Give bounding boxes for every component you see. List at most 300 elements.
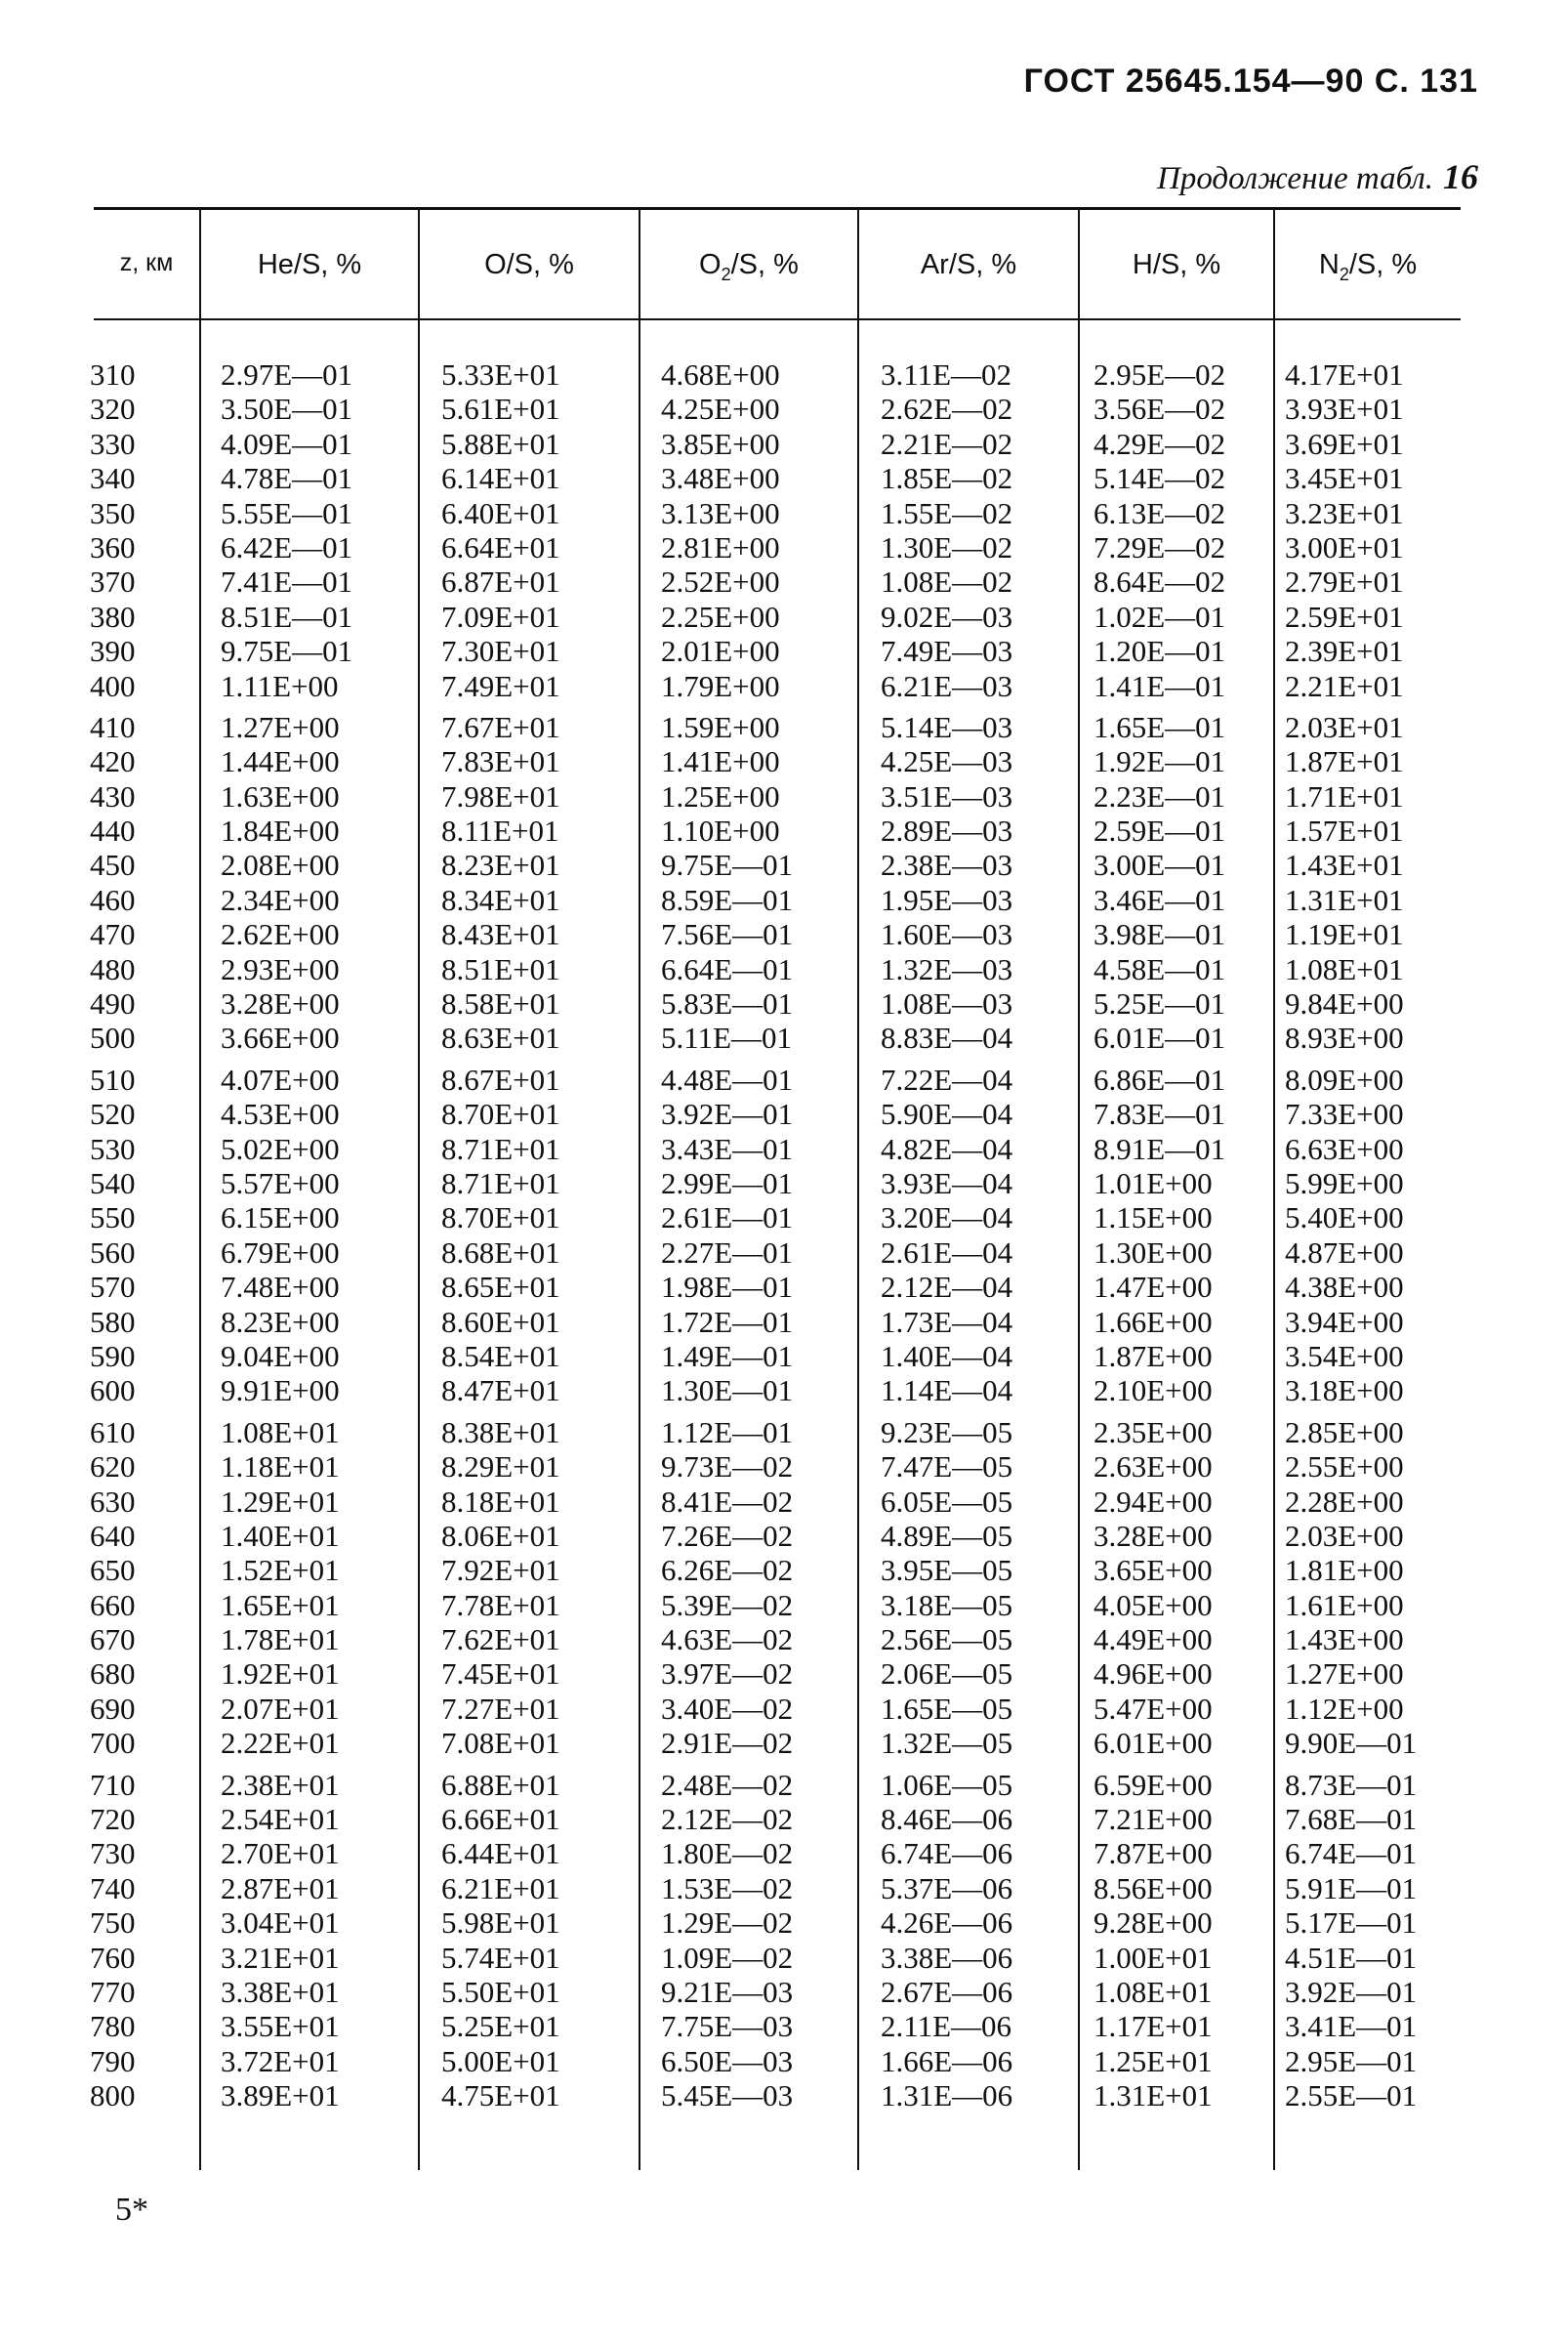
o2-cell: 1.72E—01 [661,1304,794,1339]
n2-cell: 5.91E—01 [1285,1870,1418,1905]
o2-cell: 1.80E—02 [661,1836,794,1871]
ar-cell: 9.02E—03 [881,599,1013,634]
he-cell: 3.38E+01 [221,1974,340,2009]
n2-cell: 2.85E+00 [1285,1414,1404,1449]
ar-cell: 4.89E—05 [881,1518,1013,1553]
n2-cell: 7.33E+00 [1285,1097,1404,1132]
h-cell: 6.01E—01 [1093,1021,1226,1056]
h-cell: 8.56E+00 [1093,1870,1213,1905]
o-cell: 7.08E+01 [441,1726,560,1761]
o2-cell: 7.75E—03 [661,2009,794,2044]
n2-cell: 8.73E—01 [1285,1767,1418,1802]
he-cell: 1.78E+01 [221,1622,340,1657]
n2-cell: 1.57E+01 [1285,814,1404,849]
n2-cell: 2.28E+00 [1285,1484,1404,1519]
ar-cell: 6.05E—05 [881,1484,1013,1519]
ar-cell: 1.08E—03 [881,986,1013,1022]
altitude-cell: 410 [90,709,136,744]
table-row [0,1415,1568,1449]
n2-cell: 3.93E+01 [1285,392,1404,427]
o-cell: 4.75E+01 [441,2078,560,2113]
he-cell: 2.38E+01 [221,1767,340,1802]
table-row [0,1588,1568,1622]
o-cell: 8.38E+01 [441,1414,560,1449]
he-cell: 7.41E—01 [221,565,353,600]
n2-cell: 4.87E+00 [1285,1234,1404,1270]
table-row [0,1941,1568,1975]
ar-cell: 1.40E—04 [881,1338,1013,1373]
ar-cell: 1.66E—06 [881,2043,1013,2078]
table-row [0,917,1568,951]
ar-cell: 5.90E—04 [881,1097,1013,1132]
h-cell: 7.21E+00 [1093,1802,1213,1837]
n2-cell: 5.40E+00 [1285,1200,1404,1235]
he-cell: 1.29E+01 [221,1484,340,1519]
altitude-cell: 780 [90,2009,136,2044]
table-row [0,1097,1568,1131]
o2-cell: 1.98E—01 [661,1270,794,1305]
table-row [0,1235,1568,1270]
h-cell: 2.63E+00 [1093,1449,1213,1485]
table-row [0,1200,1568,1234]
ar-cell: 2.61E—04 [881,1234,1013,1270]
o2-cell: 2.25E+00 [661,599,780,634]
h-cell: 9.28E+00 [1093,1905,1213,1941]
he-cell: 1.27E+00 [221,709,340,744]
he-cell: 2.87E+01 [221,1870,340,1905]
he-cell: 3.50E—01 [221,392,353,427]
o2-cell: 1.09E—02 [661,1940,794,1975]
he-cell: 1.63E+00 [221,778,340,814]
page-footer-mark: 5* [115,2192,148,2228]
o2-cell: 1.49E—01 [661,1338,794,1373]
altitude-cell: 770 [90,1974,136,2009]
h-cell: 1.66E+00 [1093,1304,1213,1339]
he-cell: 6.15E+00 [221,1200,340,1235]
altitude-cell: 480 [90,951,136,986]
ar-cell: 2.38E—03 [881,848,1013,883]
o2-cell: 4.68E+00 [661,357,780,392]
o2-cell: 1.30E—01 [661,1373,794,1408]
he-cell: 7.48E+00 [221,1270,340,1305]
column-header-n2 [1275,249,1461,285]
o-cell: 7.27E+01 [441,1691,560,1726]
h-cell: 4.49E+00 [1093,1622,1213,1657]
altitude-cell: 350 [90,495,136,530]
h-cell: 3.98E—01 [1093,917,1226,952]
h-cell: 6.86E—01 [1093,1062,1226,1097]
ar-cell: 1.32E—03 [881,951,1013,986]
ar-cell: 8.46E—06 [881,1802,1013,1837]
n2-cell: 2.21E+01 [1285,668,1404,703]
n2-cell: 1.87E+01 [1285,744,1404,779]
table-row [0,1656,1568,1691]
o-cell: 8.60E+01 [441,1304,560,1339]
he-cell: 6.79E+00 [221,1234,340,1270]
o2-cell: 1.29E—02 [661,1905,794,1941]
altitude-cell: 430 [90,778,136,814]
altitude-cell: 760 [90,1940,136,1975]
o-cell: 7.45E+01 [441,1656,560,1692]
n2-cell: 1.12E+00 [1285,1691,1404,1726]
o2-cell: 1.41E+00 [661,744,780,779]
table-row [0,1449,1568,1484]
h-cell: 2.95E—02 [1093,357,1226,392]
ar-cell: 3.11E—02 [881,357,1012,392]
ar-cell: 3.95E—05 [881,1553,1013,1588]
ar-cell: 1.06E—05 [881,1767,1013,1802]
o-cell: 8.11E+01 [441,814,559,849]
table-row [0,1270,1568,1304]
he-cell: 2.93E+00 [221,951,340,986]
ar-cell: 6.21E—03 [881,668,1013,703]
n2-cell: 3.00E+01 [1285,529,1404,565]
n2-cell: 2.55E—01 [1285,2078,1418,2113]
h-cell: 1.87E+00 [1093,1338,1213,1373]
ar-cell: 7.49E—03 [881,634,1013,669]
o2-cell: 2.27E—01 [661,1234,794,1270]
o2-cell: 8.59E—01 [661,882,794,917]
he-cell: 3.55E+01 [221,2009,340,2044]
ar-cell: 2.89E—03 [881,814,1013,849]
h-cell: 7.29E—02 [1093,529,1226,565]
altitude-cell: 400 [90,668,136,703]
ar-cell: 7.22E—04 [881,1062,1013,1097]
altitude-cell: 310 [90,357,136,392]
n2-cell: 4.51E—01 [1285,1940,1418,1975]
n2-label: N [1318,249,1340,280]
o2-cell: 1.12E—01 [661,1414,794,1449]
ar-cell: 3.93E—04 [881,1165,1013,1200]
table-row [0,1692,1568,1726]
n2-cell: 3.41E—01 [1285,2009,1418,2044]
o-cell: 6.87E+01 [441,565,560,600]
o-cell: 5.88E+01 [441,426,560,461]
h-cell: 3.56E—02 [1093,392,1226,427]
he-cell: 4.78E—01 [221,461,353,496]
altitude-cell: 580 [90,1304,136,1339]
o2-cell: 1.53E—02 [661,1870,794,1905]
he-cell: 1.11E+00 [221,668,339,703]
o2-cell: 1.10E+00 [661,814,780,849]
o-cell: 5.50E+01 [441,1974,560,2009]
table-row [0,1802,1568,1836]
altitude-cell: 450 [90,848,136,883]
ar-cell: 1.85E—02 [881,461,1013,496]
o-cell: 7.92E+01 [441,1553,560,1588]
he-cell: 9.75E—01 [221,634,353,669]
he-cell: 1.18E+01 [221,1449,340,1485]
o-cell: 8.70E+01 [441,1200,560,1235]
o-cell: 7.62E+01 [441,1622,560,1657]
o-cell: 8.63E+01 [441,1021,560,1056]
h-cell: 3.28E+00 [1093,1518,1213,1553]
table-row [0,427,1568,461]
o-cell: 8.18E+01 [441,1484,560,1519]
h-cell: 2.94E+00 [1093,1484,1213,1519]
table-row [0,1021,1568,1055]
o2-label: O [699,249,722,280]
altitude-cell: 670 [90,1622,136,1657]
ar-cell: 2.62E—02 [881,392,1013,427]
altitude-cell: 750 [90,1905,136,1941]
he-cell: 2.08E+00 [221,848,340,883]
o-cell: 8.71E+01 [441,1131,560,1166]
n2-cell: 3.45E+01 [1285,461,1404,496]
o2-cell: 7.56E—01 [661,917,794,952]
ar-cell: 1.55E—02 [881,495,1013,530]
ar-cell: 1.73E—04 [881,1304,1013,1339]
o-cell: 5.98E+01 [441,1905,560,1941]
o2-cell: 9.73E—02 [661,1449,794,1485]
n2-cell: 1.19E+01 [1285,917,1404,952]
altitude-cell: 800 [90,2078,136,2113]
he-cell: 9.04E+00 [221,1338,340,1373]
he-cell: 1.52E+01 [221,1553,340,1588]
column-header-o: O/S, % [484,249,574,280]
o2-cell: 2.99E—01 [661,1165,794,1200]
o2-cell: 8.41E—02 [661,1484,794,1519]
h-cell: 2.23E—01 [1093,778,1226,814]
h-cell: 1.41E—01 [1093,668,1226,703]
he-cell: 1.92E+01 [221,1656,340,1692]
o-cell: 8.71E+01 [441,1165,560,1200]
ar-cell: 3.38E—06 [881,1940,1013,1975]
h-cell: 7.87E+00 [1093,1836,1213,1871]
h-cell: 3.00E—01 [1093,848,1226,883]
ar-cell: 5.14E—03 [881,709,1013,744]
column-header-ar: Ar/S, % [920,249,1017,280]
altitude-cell: 740 [90,1870,136,1905]
table-top-rule [94,207,1461,210]
continuation-text: Продолжение табл. [1157,161,1433,196]
n2-cell: 2.79E+01 [1285,565,1404,600]
o-cell: 7.98E+01 [441,778,560,814]
n2-suffix: /S, % [1348,249,1418,280]
he-cell: 1.08E+01 [221,1414,340,1449]
o2-cell: 7.26E—02 [661,1518,794,1553]
he-cell: 5.02E+00 [221,1131,340,1166]
o2-cell: 6.64E—01 [661,951,794,986]
table-row [0,1726,1568,1760]
n2-cell: 7.68E—01 [1285,1802,1418,1837]
n2-cell: 4.38E+00 [1285,1270,1404,1305]
o-cell: 8.23E+01 [441,848,560,883]
column-header-he: He/S, % [257,249,362,280]
n2-cell: 1.61E+00 [1285,1587,1404,1622]
o-cell: 6.44E+01 [441,1836,560,1871]
altitude-cell: 680 [90,1656,136,1692]
he-cell: 1.65E+01 [221,1587,340,1622]
h-cell: 8.64E—02 [1093,565,1226,600]
h-cell: 1.15E+00 [1093,1200,1213,1235]
n2-cell: 1.43E+01 [1285,848,1404,883]
o-cell: 8.34E+01 [441,882,560,917]
altitude-cell: 710 [90,1767,136,1802]
table-row [0,357,1568,392]
altitude-cell: 460 [90,882,136,917]
o2-cell: 2.61E—01 [661,1200,794,1235]
altitude-cell: 630 [90,1484,136,1519]
ar-cell: 2.21E—02 [881,426,1013,461]
table-row [0,1373,1568,1407]
o2-cell: 3.40E—02 [661,1691,794,1726]
he-cell: 3.89E+01 [221,2078,340,2113]
altitude-cell: 720 [90,1802,136,1837]
o2-cell: 9.21E—03 [661,1974,794,2009]
o2-cell: 2.81E+00 [661,529,780,565]
o-cell: 8.65E+01 [441,1270,560,1305]
n2-cell: 3.69E+01 [1285,426,1404,461]
o2-cell: 5.83E—01 [661,986,794,1022]
altitude-cell: 620 [90,1449,136,1485]
altitude-cell: 730 [90,1836,136,1871]
o2-cell: 3.13E+00 [661,495,780,530]
h-cell: 3.65E+00 [1093,1553,1213,1588]
altitude-cell: 540 [90,1165,136,1200]
ar-cell: 2.11E—06 [881,2009,1012,2044]
ar-cell: 3.51E—03 [881,778,1013,814]
o2-cell: 6.50E—03 [661,2043,794,2078]
table-row [0,1519,1568,1553]
altitude-cell: 570 [90,1270,136,1305]
table-row [0,1063,1568,1097]
column-header-altitude: z, км [119,249,174,276]
o-cell: 6.64E+01 [441,529,560,565]
altitude-cell: 690 [90,1691,136,1726]
o2-cell: 4.25E+00 [661,392,780,427]
altitude-cell: 650 [90,1553,136,1588]
n2-cell: 2.95E—01 [1285,2043,1418,2078]
o-cell: 8.67E+01 [441,1062,560,1097]
h-cell: 4.29E—02 [1093,426,1226,461]
table-row [0,496,1568,530]
n2-cell: 8.09E+00 [1285,1062,1404,1097]
o-cell: 6.66E+01 [441,1802,560,1837]
o-cell: 7.49E+01 [441,668,560,703]
he-cell: 3.66E+00 [221,1021,340,1056]
ar-cell: 3.20E—04 [881,1200,1013,1235]
he-cell: 2.62E+00 [221,917,340,952]
table-row [0,669,1568,703]
altitude-cell: 390 [90,634,136,669]
altitude-cell: 490 [90,986,136,1022]
h-cell: 8.91E—01 [1093,1131,1226,1166]
table-row [0,744,1568,778]
h-cell: 1.31E+01 [1093,2078,1213,2113]
o2-cell: 3.85E+00 [661,426,780,461]
o-cell: 6.21E+01 [441,1870,560,1905]
h-cell: 1.30E+00 [1093,1234,1213,1270]
he-cell: 2.34E+00 [221,882,340,917]
table-row [0,883,1568,917]
table-row [0,2044,1568,2078]
o2-cell: 3.92E—01 [661,1097,794,1132]
ar-cell: 6.74E—06 [881,1836,1013,1871]
o2-cell: 4.63E—02 [661,1622,794,1657]
n2-cell: 3.92E—01 [1285,1974,1418,2009]
ar-cell: 1.60E—03 [881,917,1013,952]
altitude-cell: 370 [90,565,136,600]
table-row [0,986,1568,1021]
o2-cell: 2.01E+00 [661,634,780,669]
ar-cell: 1.31E—06 [881,2078,1013,2113]
table-number: 16 [1443,157,1478,196]
he-cell: 3.28E+00 [221,986,340,1022]
o2-cell: 2.91E—02 [661,1726,794,1761]
o-cell: 5.25E+01 [441,2009,560,2044]
table-row [0,952,1568,986]
n2-cell: 6.63E+00 [1285,1131,1404,1166]
h-cell: 1.02E—01 [1093,599,1226,634]
o2-cell: 1.25E+00 [661,778,780,814]
o-cell: 7.78E+01 [441,1587,560,1622]
altitude-cell: 360 [90,529,136,565]
ar-cell: 8.83E—04 [881,1021,1013,1056]
n2-cell: 1.08E+01 [1285,951,1404,986]
table-row [0,848,1568,882]
h-cell: 4.96E+00 [1093,1656,1213,1692]
n2-cell: 3.54E+00 [1285,1338,1404,1373]
altitude-cell: 500 [90,1021,136,1056]
o-cell: 8.70E+01 [441,1097,560,1132]
table-row [0,1768,1568,1802]
n2-cell: 4.17E+01 [1285,357,1404,392]
altitude-cell: 340 [90,461,136,496]
table-row [0,1622,1568,1656]
table-row [0,530,1568,565]
altitude-cell: 590 [90,1338,136,1373]
table-body [0,357,1568,2113]
altitude-cell: 560 [90,1234,136,1270]
o-cell: 8.68E+01 [441,1234,560,1270]
o-cell: 5.74E+01 [441,1940,560,1975]
he-cell: 1.84E+00 [221,814,340,849]
altitude-cell: 470 [90,917,136,952]
he-cell: 2.97E—01 [221,357,353,392]
o2-cell: 5.11E—01 [661,1021,793,1056]
ar-cell: 5.37E—06 [881,1870,1013,1905]
h-cell: 1.20E—01 [1093,634,1226,669]
h-cell: 5.25E—01 [1093,986,1226,1022]
h-cell: 6.59E+00 [1093,1767,1213,1802]
he-cell: 5.57E+00 [221,1165,340,1200]
altitude-cell: 330 [90,426,136,461]
h-cell: 6.01E+00 [1093,1726,1213,1761]
o2-cell: 5.39E—02 [661,1587,794,1622]
column-header-h: H/S, % [1132,249,1221,280]
n2-cell: 2.59E+01 [1285,599,1404,634]
table-row [0,1905,1568,1940]
table-row [0,1871,1568,1905]
he-cell: 2.22E+01 [221,1726,340,1761]
n2-cell: 5.99E+00 [1285,1165,1404,1200]
he-cell: 2.07E+01 [221,1691,340,1726]
he-cell: 6.42E—01 [221,529,353,565]
he-cell: 2.54E+01 [221,1802,340,1837]
h-cell: 2.59E—01 [1093,814,1226,849]
o-cell: 8.47E+01 [441,1373,560,1408]
altitude-cell: 700 [90,1726,136,1761]
altitude-cell: 530 [90,1131,136,1166]
o-cell: 7.83E+01 [441,744,560,779]
h-cell: 5.47E+00 [1093,1691,1213,1726]
ar-cell: 1.14E—04 [881,1373,1013,1408]
h-cell: 5.14E—02 [1093,461,1226,496]
h-cell: 7.83E—01 [1093,1097,1226,1132]
o2-cell: 2.52E+00 [661,565,780,600]
o-cell: 8.51E+01 [441,951,560,986]
